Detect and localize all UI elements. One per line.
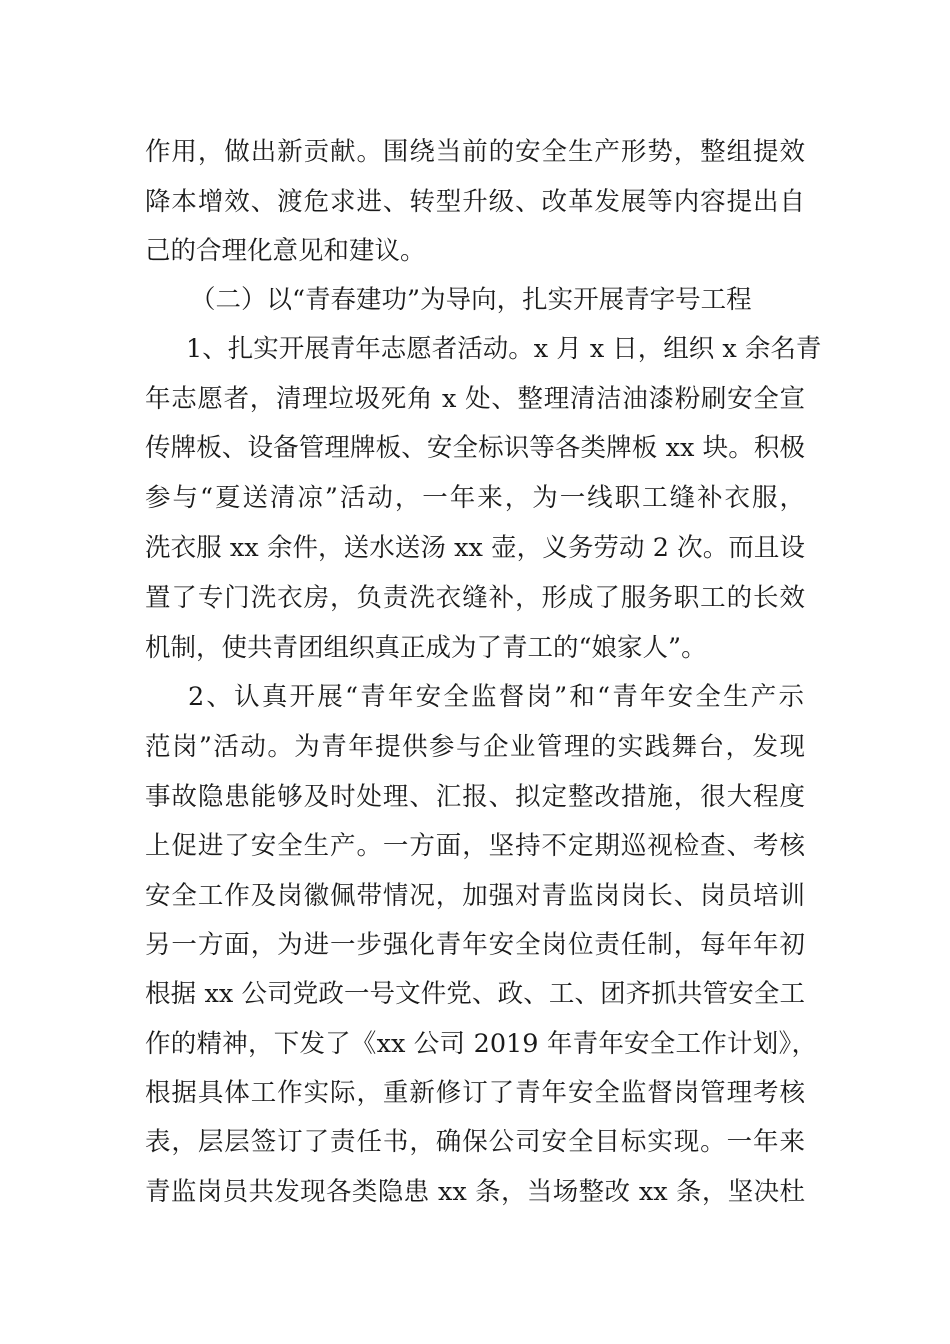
- text-line: 参与“夏送清凉”活动，一年来，为一线职工缝补衣服，: [145, 483, 805, 513]
- text-line: 另一方面，为进一步强化青年安全岗位责任制，每年年初: [145, 930, 805, 960]
- section-heading: （二）以“青春建功”为导向，扎实开展青字号工程: [190, 285, 752, 315]
- text-line: 事故隐患能够及时处理、汇报、拟定整改措施，很大程度: [145, 782, 805, 812]
- text-line: 己的合理化意见和建议。: [145, 236, 426, 266]
- text-line: 年志愿者，清理垃圾死角 x 处、整理清洁油漆粉刷安全宣: [145, 384, 805, 414]
- paragraph-first-line: 2、认真开展“青年安全监督岗”和“青年安全生产示: [188, 682, 804, 712]
- text-line: 表，层层签订了责任书，确保公司安全目标实现。一年来: [145, 1127, 805, 1157]
- text-line: 作的精神，下发了《xx 公司 2019 年青年安全工作计划》，: [145, 1029, 817, 1059]
- text-line: 洗衣服 xx 余件，送水送汤 xx 壶，义务劳动 2 次。而且设: [145, 533, 805, 563]
- text-line: 传牌板、设备管理牌板、安全标识等各类牌板 xx 块。积极: [145, 433, 805, 463]
- text-line: 范岗”活动。为青年提供参与企业管理的实践舞台，发现: [145, 732, 805, 762]
- text-line: 机制，使共青团组织真正成为了青工的“娘家人”。: [145, 633, 707, 663]
- text-line: 根据具体工作实际，重新修订了青年安全监督岗管理考核: [145, 1078, 805, 1108]
- text-line: 上促进了安全生产。一方面，坚持不定期巡视检查、考核: [145, 831, 805, 861]
- text-line: 降本增效、渡危求进、转型升级、改革发展等内容提出自: [145, 187, 805, 217]
- text-line: 根据 xx 公司党政一号文件党、政、工、团齐抓共管安全工: [145, 979, 805, 1009]
- text-line: 置了专门洗衣房，负责洗衣缝补，形成了服务职工的长效: [145, 583, 805, 613]
- text-line: 安全工作及岗徽佩带情况，加强对青监岗岗长、岗员培训: [145, 881, 805, 911]
- text-line: 青监岗员共发现各类隐患 xx 条，当场整改 xx 条，坚决杜: [145, 1177, 805, 1207]
- text-line: 作用，做出新贡献。围绕当前的安全生产形势，整组提效: [145, 137, 805, 167]
- paragraph-first-line: 1、扎实开展青年志愿者活动。x 月 x 日，组织 x 余名青: [186, 334, 822, 364]
